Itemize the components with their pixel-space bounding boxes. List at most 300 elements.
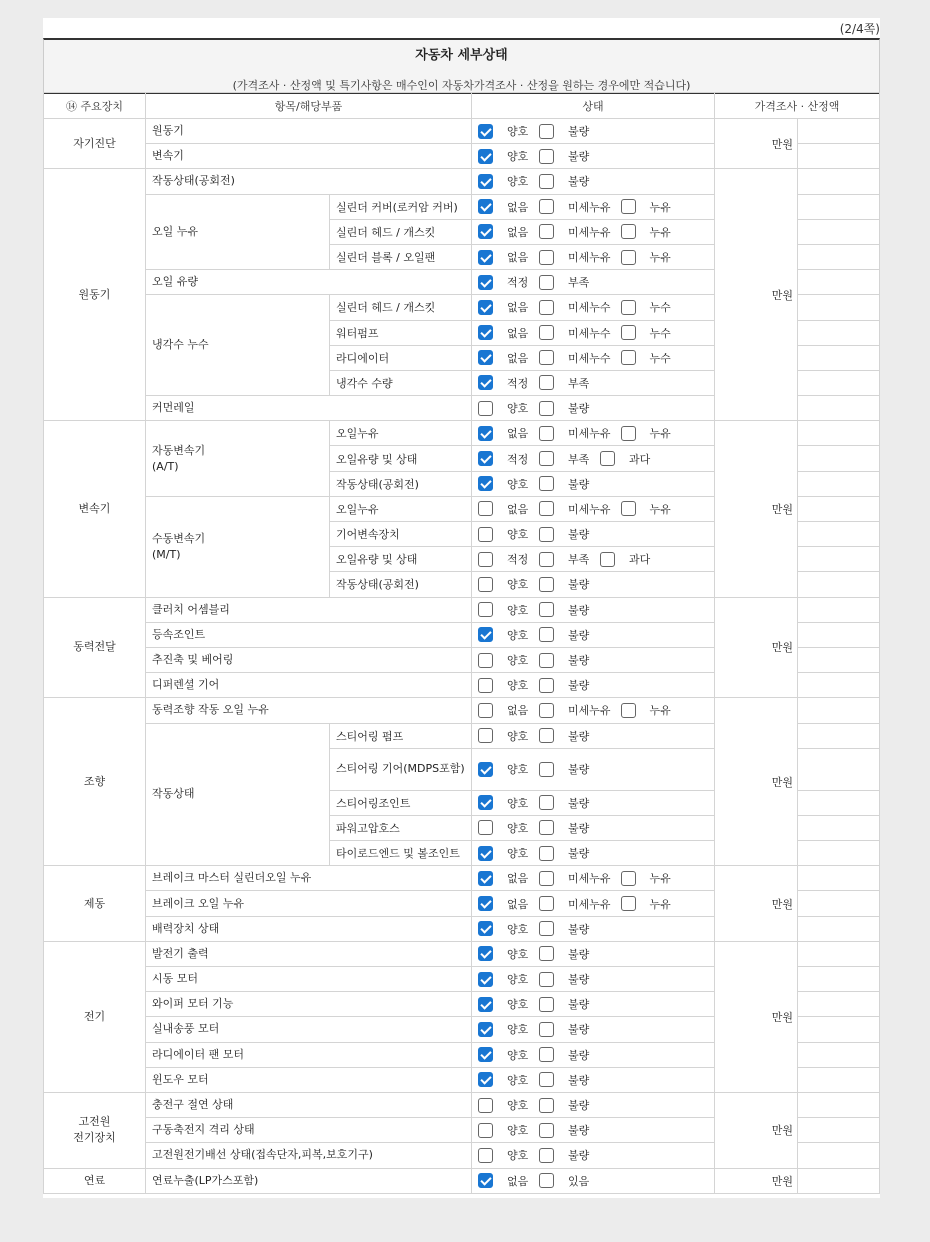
status-option[interactable]	[539, 971, 590, 987]
status-option[interactable]	[600, 551, 651, 567]
status-option[interactable]	[478, 526, 529, 542]
remarks-cell[interactable]	[798, 572, 880, 597]
remarks-cell[interactable]	[798, 396, 880, 421]
status-option[interactable]	[478, 224, 529, 240]
checkbox[interactable]	[478, 174, 493, 189]
status-option[interactable]	[539, 173, 590, 189]
checkbox[interactable]	[478, 552, 493, 567]
status-options-cell	[472, 1042, 715, 1067]
checkbox[interactable]	[478, 820, 493, 835]
status-option[interactable]	[478, 451, 529, 467]
checkbox[interactable]	[539, 1173, 554, 1188]
checkbox[interactable]	[478, 921, 493, 936]
status-option[interactable]	[478, 173, 529, 189]
status-option[interactable]	[621, 425, 672, 441]
checkbox[interactable]	[478, 972, 493, 987]
status-option[interactable]	[478, 350, 529, 366]
status-option[interactable]	[621, 249, 672, 265]
status-option[interactable]	[478, 551, 529, 567]
status-option[interactable]	[478, 627, 529, 643]
checkbox[interactable]	[539, 762, 554, 777]
remarks-cell[interactable]	[798, 698, 880, 723]
checkbox[interactable]	[539, 174, 554, 189]
remarks-cell[interactable]	[798, 270, 880, 295]
status-option-label: 부족	[568, 376, 590, 390]
remarks-cell[interactable]	[798, 471, 880, 496]
checkbox[interactable]	[539, 149, 554, 164]
checkbox[interactable]	[478, 426, 493, 441]
checkbox[interactable]	[539, 1148, 554, 1163]
checkbox[interactable]	[621, 250, 636, 265]
status-option[interactable]	[621, 199, 672, 215]
status-options-cell	[472, 841, 715, 866]
checkbox[interactable]	[539, 199, 554, 214]
checkbox[interactable]	[539, 501, 554, 516]
status-option[interactable]	[539, 1173, 590, 1189]
remarks-cell[interactable]	[798, 446, 880, 471]
checkbox[interactable]	[539, 401, 554, 416]
remarks-cell[interactable]	[798, 144, 880, 169]
checkbox[interactable]	[539, 275, 554, 290]
part-cell: 작동상태(공회전)	[330, 471, 472, 496]
checkbox[interactable]	[621, 224, 636, 239]
checkbox[interactable]	[539, 577, 554, 592]
remarks-cell[interactable]	[798, 496, 880, 521]
status-option[interactable]	[539, 350, 611, 366]
status-option[interactable]	[539, 526, 590, 542]
checkbox[interactable]	[478, 795, 493, 810]
checkbox[interactable]	[539, 896, 554, 911]
status-option[interactable]	[478, 1097, 529, 1113]
status-option[interactable]	[539, 274, 590, 290]
status-option-label: 적정	[507, 376, 529, 390]
status-option-label: 없음	[507, 427, 529, 441]
status-option[interactable]	[478, 249, 529, 265]
device-group-cell: 원동기	[44, 169, 146, 421]
checkbox[interactable]	[539, 602, 554, 617]
device-group-cell: 자기진단	[44, 119, 146, 169]
checkbox[interactable]	[539, 653, 554, 668]
status-option[interactable]	[478, 677, 529, 693]
status-option[interactable]	[621, 224, 672, 240]
remarks-cell[interactable]	[798, 345, 880, 370]
status-option-label: 누수	[649, 351, 671, 365]
status-option[interactable]	[539, 123, 590, 139]
status-options-cell	[472, 522, 715, 547]
status-option[interactable]	[621, 896, 672, 912]
status-options-cell	[472, 471, 715, 496]
price-amount-cell[interactable]: 만원	[715, 421, 798, 597]
remarks-cell[interactable]	[798, 1042, 880, 1067]
status-option[interactable]	[539, 845, 590, 861]
table-row	[44, 698, 880, 723]
status-option[interactable]	[539, 820, 590, 836]
checkbox[interactable]	[478, 946, 493, 961]
part-cell: 파워고압호스	[330, 815, 472, 840]
checkbox[interactable]	[478, 1047, 493, 1062]
status-option[interactable]	[539, 148, 590, 164]
remarks-cell[interactable]	[798, 522, 880, 547]
price-amount-cell[interactable]: 만원	[715, 866, 798, 942]
checkbox[interactable]	[539, 1072, 554, 1087]
status-option[interactable]	[478, 652, 529, 668]
remarks-cell[interactable]	[798, 219, 880, 244]
remarks-cell[interactable]	[798, 320, 880, 345]
col-header-price: 가격조사 · 산정액	[715, 93, 880, 119]
checkbox[interactable]	[478, 476, 493, 491]
status-options	[478, 526, 708, 542]
remarks-cell[interactable]	[798, 1118, 880, 1143]
status-option[interactable]	[539, 1072, 590, 1088]
status-option[interactable]	[478, 946, 529, 962]
remarks-cell[interactable]	[798, 891, 880, 916]
status-options	[478, 400, 708, 416]
part-cell: 기어변속장치	[330, 522, 472, 547]
checkbox[interactable]	[478, 896, 493, 911]
price-amount-cell[interactable]: 만원	[715, 1092, 798, 1168]
status-options-cell	[472, 144, 715, 169]
status-option[interactable]	[539, 425, 611, 441]
status-option[interactable]	[478, 199, 529, 215]
table-row	[44, 169, 880, 194]
status-option[interactable]	[539, 1021, 590, 1037]
price-amount-cell[interactable]: 만원	[715, 119, 798, 169]
status-option[interactable]	[478, 299, 529, 315]
status-option[interactable]	[539, 1097, 590, 1113]
remarks-cell[interactable]	[798, 815, 880, 840]
status-option[interactable]	[539, 870, 611, 886]
item-cell: 작동상태	[146, 723, 330, 866]
status-option[interactable]	[539, 761, 590, 777]
remarks-cell[interactable]	[798, 647, 880, 672]
status-option-label: 양호	[507, 1073, 529, 1087]
checkbox[interactable]	[478, 124, 493, 139]
remarks-cell[interactable]	[798, 941, 880, 966]
checkbox[interactable]	[621, 896, 636, 911]
status-option[interactable]	[478, 375, 529, 391]
status-option[interactable]	[478, 702, 529, 718]
status-option[interactable]	[539, 652, 590, 668]
status-option[interactable]	[478, 274, 529, 290]
status-option-label: 불량	[568, 729, 590, 743]
remarks-cell[interactable]	[798, 421, 880, 446]
checkbox[interactable]	[478, 627, 493, 642]
checkbox[interactable]	[478, 762, 493, 777]
status-option[interactable]	[539, 576, 590, 592]
checkbox[interactable]	[539, 1022, 554, 1037]
status-option-label: 불량	[568, 603, 590, 617]
remarks-cell[interactable]	[798, 547, 880, 572]
checkbox[interactable]	[539, 426, 554, 441]
status-option[interactable]	[478, 576, 529, 592]
status-option[interactable]	[478, 1173, 529, 1189]
status-options-cell	[472, 622, 715, 647]
status-option[interactable]	[539, 199, 611, 215]
remarks-cell[interactable]	[798, 169, 880, 194]
checkbox[interactable]	[539, 451, 554, 466]
checkbox[interactable]	[539, 795, 554, 810]
remarks-cell[interactable]	[798, 967, 880, 992]
price-amount-cell[interactable]: 만원	[715, 941, 798, 1092]
status-option-label: 없음	[507, 704, 529, 718]
checkbox[interactable]	[478, 1123, 493, 1138]
checkbox[interactable]	[478, 149, 493, 164]
checkbox[interactable]	[478, 300, 493, 315]
status-option[interactable]	[539, 224, 611, 240]
status-option[interactable]	[478, 820, 529, 836]
status-option[interactable]	[539, 325, 611, 341]
status-option[interactable]	[478, 1122, 529, 1138]
status-option[interactable]	[539, 476, 590, 492]
status-option-label: 없음	[507, 301, 529, 315]
item-cell: 등속조인트	[146, 622, 472, 647]
status-option[interactable]	[539, 702, 611, 718]
price-amount-cell[interactable]: 만원	[715, 698, 798, 866]
checkbox[interactable]	[478, 703, 493, 718]
status-option-label: 양호	[507, 578, 529, 592]
checkbox[interactable]	[539, 703, 554, 718]
checkbox[interactable]	[478, 199, 493, 214]
remarks-cell[interactable]	[798, 673, 880, 698]
status-option[interactable]	[478, 896, 529, 912]
checkbox[interactable]	[539, 997, 554, 1012]
checkbox[interactable]	[478, 871, 493, 886]
remarks-cell[interactable]	[798, 194, 880, 219]
checkbox[interactable]	[539, 124, 554, 139]
checkbox[interactable]	[478, 1022, 493, 1037]
checkbox[interactable]	[621, 325, 636, 340]
status-option[interactable]	[478, 400, 529, 416]
checkbox[interactable]	[621, 703, 636, 718]
status-option[interactable]	[539, 677, 590, 693]
checkbox[interactable]	[539, 325, 554, 340]
status-option-label: 부족	[568, 553, 590, 567]
status-option[interactable]	[478, 1072, 529, 1088]
checkbox[interactable]	[621, 501, 636, 516]
status-option-label: 불량	[568, 1073, 590, 1087]
checkbox[interactable]	[478, 250, 493, 265]
checkbox[interactable]	[539, 946, 554, 961]
remarks-cell[interactable]	[798, 1168, 880, 1193]
status-option[interactable]	[621, 350, 672, 366]
remarks-cell[interactable]	[798, 748, 880, 790]
status-option[interactable]	[539, 602, 590, 618]
price-amount-cell[interactable]: 만원	[715, 1168, 798, 1193]
status-options	[478, 896, 708, 912]
checkbox[interactable]	[539, 350, 554, 365]
remarks-cell[interactable]	[798, 866, 880, 891]
checkbox[interactable]	[478, 653, 493, 668]
status-option[interactable]	[539, 627, 590, 643]
checkbox[interactable]	[478, 1072, 493, 1087]
status-option[interactable]	[478, 602, 529, 618]
checkbox[interactable]	[539, 1098, 554, 1113]
item-cell: 발전기 출력	[146, 941, 472, 966]
price-amount-cell[interactable]: 만원	[715, 597, 798, 698]
status-option[interactable]	[539, 249, 611, 265]
checkbox[interactable]	[478, 728, 493, 743]
status-option[interactable]	[478, 971, 529, 987]
status-option[interactable]	[478, 501, 529, 517]
status-option[interactable]	[621, 702, 672, 718]
checkbox[interactable]	[478, 577, 493, 592]
remarks-cell[interactable]	[798, 1092, 880, 1117]
checkbox[interactable]	[478, 350, 493, 365]
checkbox[interactable]	[539, 846, 554, 861]
remarks-cell[interactable]	[798, 1067, 880, 1092]
checkbox[interactable]	[478, 401, 493, 416]
status-option[interactable]	[478, 123, 529, 139]
status-option[interactable]	[478, 1047, 529, 1063]
status-option[interactable]	[478, 761, 529, 777]
status-option[interactable]	[539, 1122, 590, 1138]
checkbox[interactable]	[539, 527, 554, 542]
status-option[interactable]	[621, 325, 672, 341]
checkbox[interactable]	[478, 527, 493, 542]
status-option[interactable]	[478, 795, 529, 811]
remarks-cell[interactable]	[798, 723, 880, 748]
checkbox[interactable]	[621, 199, 636, 214]
status-option[interactable]	[539, 795, 590, 811]
status-option-label: 불량	[568, 998, 590, 1012]
remarks-cell[interactable]	[798, 790, 880, 815]
status-option[interactable]	[539, 451, 590, 467]
checkbox[interactable]	[539, 921, 554, 936]
checkbox[interactable]	[621, 350, 636, 365]
checkbox[interactable]	[539, 250, 554, 265]
status-options-cell	[472, 547, 715, 572]
status-option[interactable]	[478, 728, 529, 744]
status-option[interactable]	[539, 501, 611, 517]
item-cell: 클러치 어셈블리	[146, 597, 472, 622]
checkbox[interactable]	[600, 451, 615, 466]
part-cell: 작동상태(공회전)	[330, 572, 472, 597]
checkbox[interactable]	[539, 476, 554, 491]
checkbox[interactable]	[539, 972, 554, 987]
status-option[interactable]	[478, 476, 529, 492]
checkbox[interactable]	[539, 627, 554, 642]
status-option[interactable]	[478, 425, 529, 441]
status-options	[478, 299, 708, 315]
status-option[interactable]	[478, 845, 529, 861]
remarks-cell[interactable]	[798, 119, 880, 144]
status-option[interactable]	[539, 375, 590, 391]
checkbox[interactable]	[539, 728, 554, 743]
status-option[interactable]	[539, 921, 590, 937]
checkbox[interactable]	[539, 678, 554, 693]
remarks-cell[interactable]	[798, 597, 880, 622]
status-option[interactable]	[539, 551, 590, 567]
status-option[interactable]	[539, 896, 611, 912]
checkbox[interactable]	[478, 1148, 493, 1163]
status-option-label: 과다	[629, 452, 651, 466]
status-option[interactable]	[539, 400, 590, 416]
checkbox[interactable]	[621, 300, 636, 315]
status-option[interactable]	[539, 299, 611, 315]
status-options	[478, 996, 708, 1012]
remarks-cell[interactable]	[798, 370, 880, 395]
checkbox[interactable]	[478, 325, 493, 340]
status-option[interactable]	[478, 148, 529, 164]
checkbox[interactable]	[478, 997, 493, 1012]
status-option-label: 미세누유	[568, 427, 611, 441]
remarks-cell[interactable]	[798, 992, 880, 1017]
checkbox[interactable]	[539, 1047, 554, 1062]
checkbox[interactable]	[478, 1173, 493, 1188]
status-option[interactable]	[539, 996, 590, 1012]
status-option[interactable]	[539, 946, 590, 962]
checkbox[interactable]	[478, 1098, 493, 1113]
status-options	[478, 224, 708, 240]
checkbox[interactable]	[621, 426, 636, 441]
checkbox[interactable]	[478, 451, 493, 466]
status-option-label: 양호	[507, 1048, 529, 1062]
checkbox[interactable]	[478, 275, 493, 290]
item-cell: 수동변속기 (M/T)	[146, 496, 330, 597]
status-option-label: 불량	[568, 175, 590, 189]
remarks-cell[interactable]	[798, 295, 880, 320]
status-option[interactable]	[539, 1047, 590, 1063]
item-cell: 배력장치 상태	[146, 916, 472, 941]
status-option[interactable]	[478, 921, 529, 937]
remarks-cell[interactable]	[798, 1017, 880, 1042]
checkbox[interactable]	[478, 678, 493, 693]
status-options-cell	[472, 723, 715, 748]
status-option[interactable]	[621, 501, 672, 517]
price-amount-cell[interactable]: 만원	[715, 169, 798, 421]
status-option-label: 양호	[507, 973, 529, 987]
status-option-label: 누유	[649, 502, 671, 516]
status-option[interactable]	[478, 996, 529, 1012]
checkbox[interactable]	[600, 552, 615, 567]
remarks-cell[interactable]	[798, 841, 880, 866]
checkbox[interactable]	[539, 375, 554, 390]
checkbox[interactable]	[478, 224, 493, 239]
status-option-label: 양호	[507, 998, 529, 1012]
status-option-label: 불량	[568, 679, 590, 693]
checkbox[interactable]	[539, 871, 554, 886]
remarks-cell[interactable]	[798, 622, 880, 647]
checkbox[interactable]	[539, 224, 554, 239]
checkbox[interactable]	[478, 846, 493, 861]
status-option[interactable]	[621, 299, 672, 315]
remarks-cell[interactable]	[798, 1143, 880, 1168]
status-option[interactable]	[478, 325, 529, 341]
status-option[interactable]	[600, 451, 651, 467]
status-option[interactable]	[478, 1021, 529, 1037]
remarks-cell[interactable]	[798, 916, 880, 941]
checkbox[interactable]	[478, 501, 493, 516]
status-option[interactable]	[539, 728, 590, 744]
status-option[interactable]	[478, 1147, 529, 1163]
status-option[interactable]	[621, 870, 672, 886]
status-option[interactable]	[539, 1147, 590, 1163]
status-option-label: 미세누유	[568, 225, 611, 239]
checkbox[interactable]	[478, 602, 493, 617]
checkbox[interactable]	[478, 375, 493, 390]
checkbox[interactable]	[539, 300, 554, 315]
remarks-cell[interactable]	[798, 244, 880, 269]
status-option-label: 미세누수	[568, 351, 611, 365]
checkbox[interactable]	[539, 552, 554, 567]
status-options	[478, 1173, 708, 1189]
checkbox[interactable]	[621, 871, 636, 886]
col-header-device: ⑭ 주요장치	[44, 93, 146, 119]
status-option[interactable]	[478, 870, 529, 886]
checkbox[interactable]	[539, 820, 554, 835]
checkbox[interactable]	[539, 1123, 554, 1138]
status-options-cell	[472, 169, 715, 194]
